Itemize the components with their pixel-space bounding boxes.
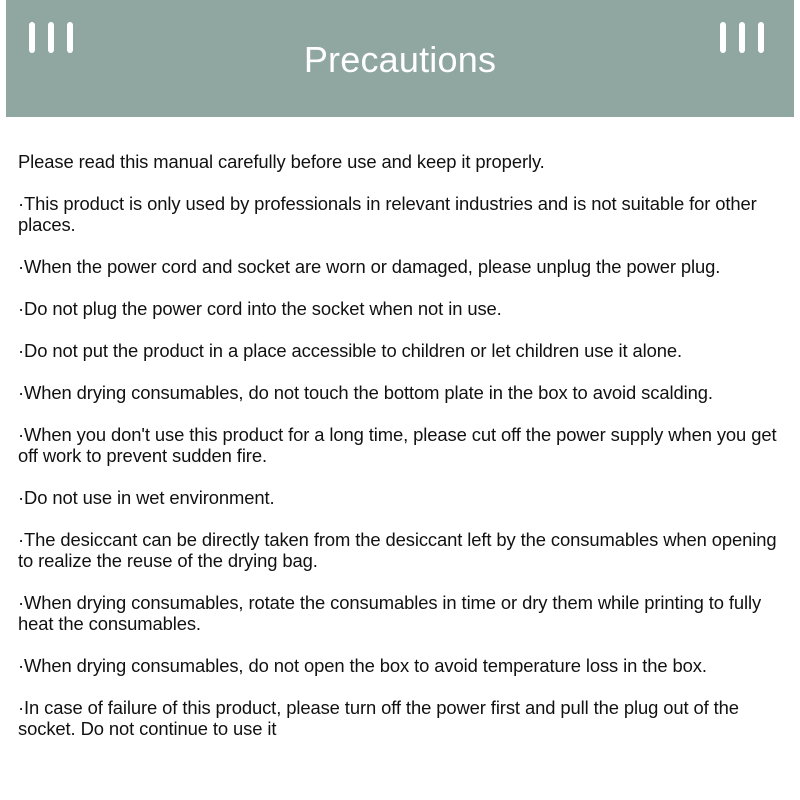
precaution-item: ·In case of failure of this product, please turn off the power first and pull the plug out of the socket. Do not continue to use it [18,697,739,739]
precaution-item: ·When you don't use this product for a long time, please cut off the power supply when you get off work to prevent sudden fire. [18,424,777,466]
header-banner [6,0,794,117]
precaution-item: ·When drying consumables, do not touch the bottom plate in the box to avoid scalding. [18,382,713,403]
precaution-item: ·When drying consumables, do not open the box to avoid temperature loss in the box. [18,655,707,676]
bar-mark [758,22,764,53]
bar-mark [720,22,726,53]
intro-text: Please read this manual carefully before use and keep it properly. [18,151,545,172]
precaution-item: ·Do not use in wet environment. [18,487,275,508]
decorative-bars-right [720,22,764,53]
precautions-list [18,151,794,760]
precaution-item: ·Do not plug the power cord into the socket when not in use. [18,298,502,319]
precaution-item: ·This product is only used by professionals in relevant industries and is not suitable for other places. [18,193,757,235]
page-title: Precautions [303,39,497,80]
precaution-item: ·The desiccant can be directly taken from the desiccant left by the consumables when opening to realize the reuse of the drying bag. [18,529,777,571]
bar-mark [739,22,745,53]
precaution-item: ·When the power cord and socket are worn or damaged, please unplug the power plug. [18,256,721,277]
precaution-item: ·Do not put the product in a place accessible to children or let children use it alone. [18,340,682,361]
precaution-item: ·When drying consumables, rotate the consumables in time or dry them while printing to fully heat the consumables. [18,592,762,634]
